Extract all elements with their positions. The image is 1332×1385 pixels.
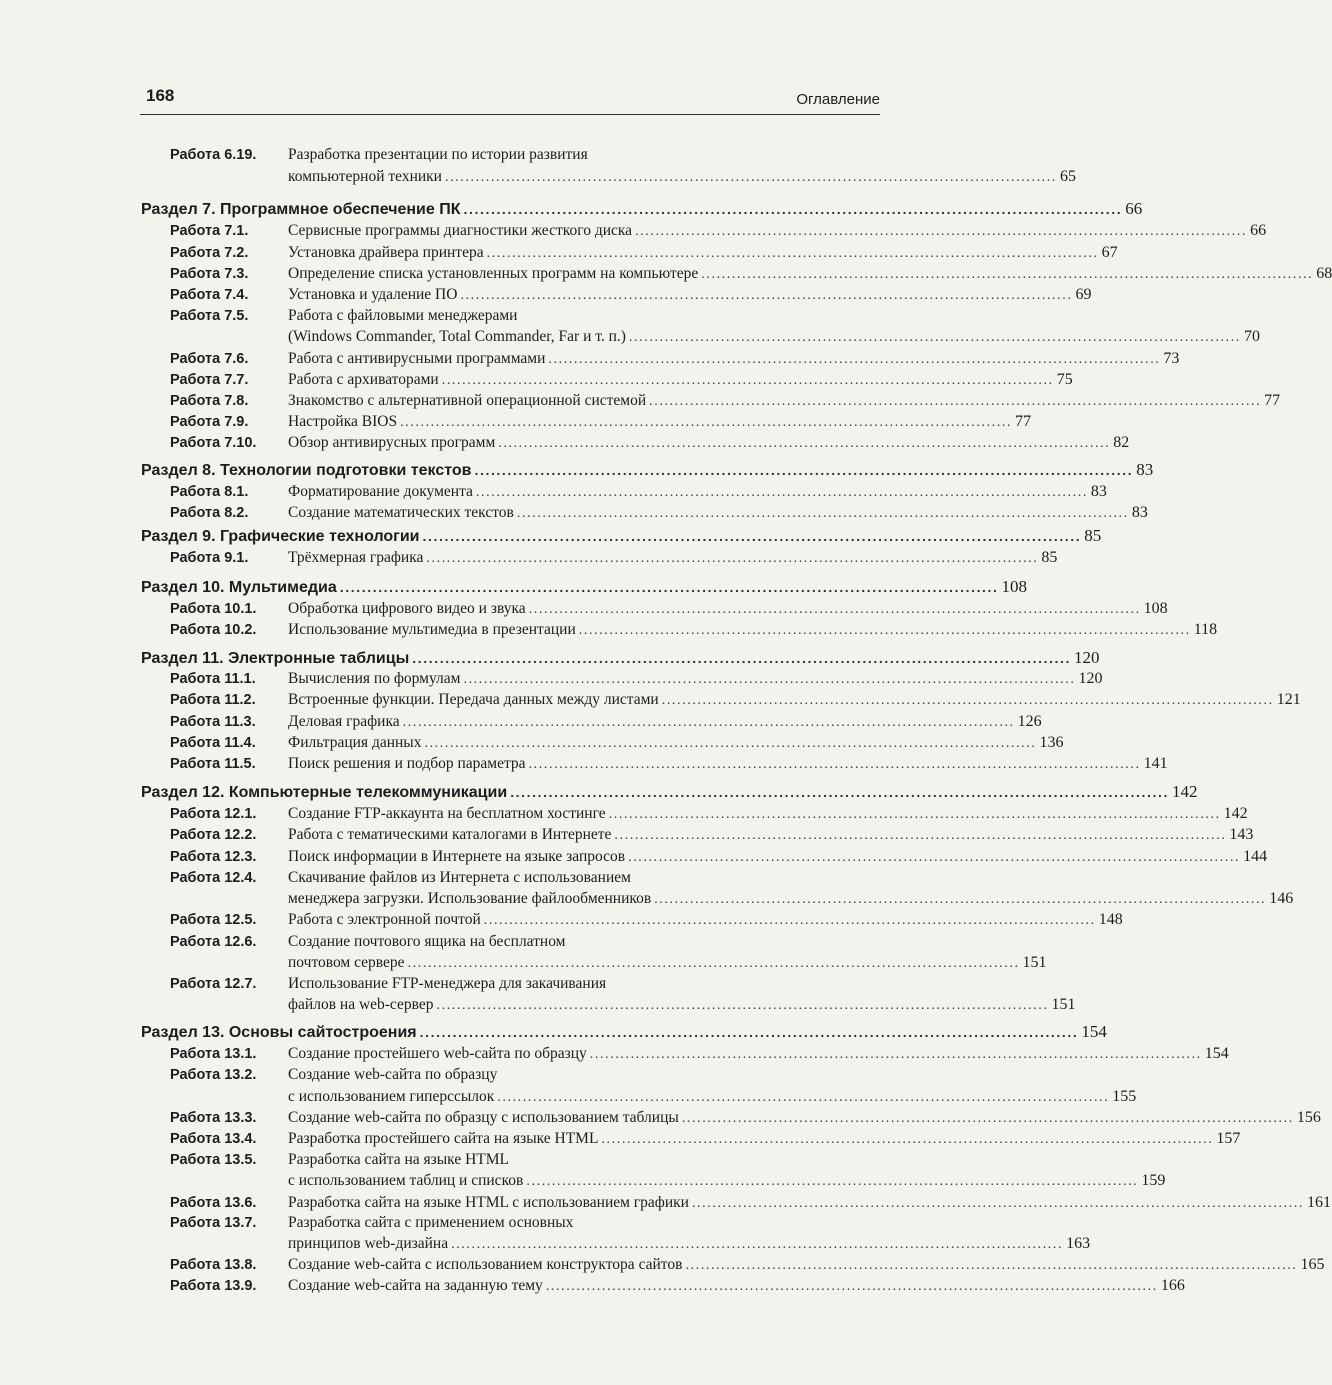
toc-entry-label: Работа 10.1. <box>170 601 257 617</box>
toc-section-entry <box>141 459 1154 481</box>
toc-work-entry <box>170 1149 876 1171</box>
toc-page-number: 108 <box>1143 600 1168 617</box>
dot-leader: ........................................................................................................................ <box>510 784 1169 800</box>
toc-entry-label: Работа 12.4. <box>170 870 257 886</box>
dot-leader: ........................................................................................................................ <box>444 170 1057 185</box>
toc-entry-title: Работа с тематическими каталогами в Интернете <box>288 826 612 843</box>
toc-entry-title: менеджера загрузки. Использование файлообменников <box>288 890 652 907</box>
toc-entry-label: Работа 12.2. <box>170 827 257 843</box>
toc-work-entry <box>170 390 1281 412</box>
toc-entry-title: Поиск решения и подбор параметра <box>288 755 526 772</box>
toc-entry-label: Работа 7.1. <box>170 223 249 239</box>
toc-entry-continuation <box>288 994 1076 1016</box>
toc-work-entry <box>170 144 876 166</box>
toc-work-entry <box>170 619 1218 641</box>
toc-entry-title: Работа с архиваторами <box>288 371 439 388</box>
toc-entry-label: Работа 6.19. <box>170 147 257 163</box>
toc-entry-title: принципов web-дизайна <box>288 1235 449 1252</box>
toc-entry-label: Работа 13.8. <box>170 1257 257 1273</box>
toc-page-number: 159 <box>1141 1172 1166 1189</box>
toc-entry-label: Работа 7.2. <box>170 245 249 261</box>
toc-entry-title: Создание web-сайта с использованием конструктора сайтов <box>288 1256 683 1273</box>
toc-work-entry <box>170 1043 1229 1065</box>
dot-leader: ........................................................................................................................ <box>419 1024 1079 1040</box>
toc-entry-title: почтовом сервере <box>288 954 405 971</box>
dot-leader: ........................................................................................................................ <box>412 650 1072 666</box>
toc-entry-label: Работа 12.7. <box>170 976 257 992</box>
toc-entry-label: Работа 13.3. <box>170 1110 257 1126</box>
toc-page-number: 75 <box>1056 371 1073 388</box>
toc-work-entry <box>170 824 1254 846</box>
dot-leader: ........................................................................................................................ <box>528 602 1141 617</box>
toc-page-number: 136 <box>1039 734 1064 751</box>
dot-leader: ........................................................................................................................ <box>628 850 1241 865</box>
toc-entry-label: Работа 7.4. <box>170 287 249 303</box>
dot-leader: ........................................................................................................................ <box>498 436 1111 451</box>
toc-entry-title: Раздел 7. Программное обеспечение ПК <box>141 201 461 218</box>
page-header <box>140 84 880 115</box>
dot-leader: ........................................................................................................................ <box>649 394 1262 409</box>
dot-leader: ........................................................................................................................ <box>460 288 1073 303</box>
toc-entry-title: Использование мультимедиа в презентации <box>288 621 576 638</box>
toc-page-number: 141 <box>1143 755 1168 772</box>
dot-leader: ........................................................................................................................ <box>701 267 1314 282</box>
toc-entry-title: Трёхмерная графика <box>288 549 424 566</box>
toc-page-number: 142 <box>1171 782 1198 801</box>
toc-work-entry <box>170 1212 876 1234</box>
toc-work-entry <box>170 1128 1241 1150</box>
toc-entry-label: Работа 13.2. <box>170 1067 257 1083</box>
toc-page-number: 151 <box>1051 996 1076 1013</box>
toc-entry-title: Работа с электронной почтой <box>288 911 481 928</box>
toc-entry-label: Работа 12.6. <box>170 934 257 950</box>
toc-page-number: 161 <box>1306 1194 1331 1211</box>
toc-entry-title: Разработка сайта с применением основных <box>288 1214 574 1231</box>
toc-entry-title: Создание почтового ящика на бесплатном <box>288 933 566 950</box>
toc-page-number: 65 <box>1059 168 1076 185</box>
toc-work-entry <box>170 732 1064 754</box>
toc-work-entry <box>170 305 876 327</box>
toc-entry-title: Создание web-сайта на заданную тему <box>288 1277 543 1294</box>
dot-leader: ........................................................................................................................ <box>548 352 1161 367</box>
dot-leader: ........................................................................................................................ <box>614 828 1227 843</box>
dot-leader: ........................................................................................................................ <box>685 1258 1298 1273</box>
toc-entry-title: Обработка цифрового видео и звука <box>288 600 526 617</box>
toc-entry-continuation <box>288 326 1260 348</box>
dot-leader: ........................................................................................................................ <box>486 246 1099 261</box>
toc-entry-title: Раздел 13. Основы сайтостроения <box>141 1024 417 1041</box>
toc-page-number: 82 <box>1113 434 1130 451</box>
toc-entry-label: Работа 7.6. <box>170 351 249 367</box>
toc-entry-title: Знакомство с альтернативной операционной системой <box>288 392 647 409</box>
dot-leader: ........................................................................................................................ <box>497 1090 1110 1105</box>
toc-entry-label: Работа 12.5. <box>170 912 257 928</box>
toc-section-entry <box>141 647 1100 669</box>
toc-entry-continuation <box>288 1086 1137 1108</box>
toc-page-number: 154 <box>1081 1022 1107 1041</box>
toc-entry-label: Работа 10.2. <box>170 622 257 638</box>
toc-section-entry <box>141 525 1102 547</box>
toc-entry-continuation <box>288 1170 1166 1192</box>
toc-work-entry <box>170 220 1267 242</box>
toc-entry-label: Работа 13.4. <box>170 1131 257 1147</box>
toc-work-entry <box>170 909 1123 931</box>
dot-leader: ........................................................................................................................ <box>589 1047 1202 1062</box>
toc-work-entry <box>170 803 1248 825</box>
toc-entry-title: Фильтрация данных <box>288 734 422 751</box>
toc-page-number: 83 <box>1090 483 1107 500</box>
toc-entry-title: Создание простейшего web-сайта по образцу <box>288 1045 587 1062</box>
dot-leader: ........................................................................................................................ <box>339 579 999 595</box>
dot-leader: ........................................................................................................................ <box>483 913 1096 928</box>
toc-work-entry <box>170 1254 1325 1276</box>
dot-leader: ........................................................................................................................ <box>661 693 1274 708</box>
toc-entry-label: Работа 7.10. <box>170 435 257 451</box>
toc-entry-title: Форматирование документа <box>288 483 473 500</box>
toc-section-entry <box>141 781 1198 803</box>
toc-entry-label: Работа 8.1. <box>170 484 249 500</box>
toc-work-entry <box>170 369 1073 391</box>
toc-entry-title: Вычисления по формулам <box>288 670 461 687</box>
toc-entry-continuation <box>288 166 1076 188</box>
toc-entry-label: Работа 9.1. <box>170 550 249 566</box>
toc-page-number: 143 <box>1229 826 1254 843</box>
toc-entry-label: Работа 7.3. <box>170 266 249 282</box>
toc-entry-continuation <box>288 952 1047 974</box>
toc-page-number: 77 <box>1264 392 1281 409</box>
toc-entry-title: Раздел 9. Графические технологии <box>141 528 420 545</box>
toc-entry-title: файлов на web-сервер <box>288 996 434 1013</box>
toc-page-number: 83 <box>1131 504 1148 521</box>
toc-work-entry <box>170 668 1103 690</box>
toc-work-entry <box>170 502 1148 524</box>
dot-leader: ........................................................................................................................ <box>407 956 1020 971</box>
toc-section-entry <box>141 1021 1107 1043</box>
toc-entry-title: Создание FTP-аккаунта на бесплатном хостинге <box>288 805 606 822</box>
toc-work-entry <box>170 846 1268 868</box>
toc-entry-title: Поиск информации в Интернете на языке запросов <box>288 848 626 865</box>
toc-page-number: 77 <box>1015 413 1032 430</box>
toc-work-entry <box>170 711 1042 733</box>
toc-work-entry <box>170 973 876 995</box>
toc-work-entry <box>170 753 1168 775</box>
toc-work-entry <box>170 348 1180 370</box>
toc-entry-label: Работа 13.5. <box>170 1152 257 1168</box>
toc-entry-title: Создание web-сайта по образцу с использованием таблицы <box>288 1109 679 1126</box>
toc-page-number: 121 <box>1276 691 1301 708</box>
toc-entry-title: Разработка сайта на языке HTML <box>288 1151 509 1168</box>
toc-work-entry <box>170 867 876 889</box>
toc-entry-title: (Windows Commander, Total Commander, Far и т. п.) <box>288 328 626 345</box>
toc-page-number: 163 <box>1066 1235 1091 1252</box>
toc-work-entry <box>170 411 1032 433</box>
toc-entry-title: Раздел 11. Электронные таблицы <box>141 650 410 667</box>
toc-entry-label: Работа 12.1. <box>170 806 257 822</box>
dot-leader: ........................................................................................................................ <box>475 485 1088 500</box>
toc-entry-label: Работа 13.7. <box>170 1215 257 1231</box>
toc-page-number: 68 <box>1316 265 1332 282</box>
toc-entry-label: Работа 13.6. <box>170 1195 257 1211</box>
toc-page-number: 118 <box>1193 621 1218 638</box>
toc-page-number: 67 <box>1101 244 1118 261</box>
toc-work-entry <box>170 284 1092 306</box>
toc-entry-title: Разработка простейшего сайта на языке HTML <box>288 1130 599 1147</box>
toc-page-number: 66 <box>1250 222 1267 239</box>
toc-entry-label: Работа 11.4. <box>170 735 256 751</box>
toc-page-number: 85 <box>1084 526 1102 545</box>
dot-leader: ........................................................................................................................ <box>635 224 1248 239</box>
dot-leader: ........................................................................................................................ <box>451 1237 1064 1252</box>
toc-work-entry <box>170 547 1058 569</box>
toc-entry-label: Работа 13.1. <box>170 1046 257 1062</box>
dot-leader: ........................................................................................................................ <box>608 807 1221 822</box>
dot-leader: ........................................................................................................................ <box>474 462 1134 478</box>
dot-leader: ........................................................................................................................ <box>654 892 1267 907</box>
toc-entry-title: Раздел 12. Компьютерные телекоммуникации <box>141 784 508 801</box>
toc-entry-label: Работа 13.9. <box>170 1278 257 1294</box>
dot-leader: ........................................................................................................................ <box>691 1196 1304 1211</box>
toc-entry-continuation <box>288 1233 1091 1255</box>
toc-page-number: 157 <box>1216 1130 1241 1147</box>
dot-leader: ........................................................................................................................ <box>424 736 1037 751</box>
toc-entry-title: Сервисные программы диагностики жесткого диска <box>288 222 633 239</box>
toc-entry-title: Определение списка установленных программ на компьютере <box>288 265 699 282</box>
dot-leader: ........................................................................................................................ <box>578 623 1191 638</box>
toc-entry-title: Работа с файловыми менеджерами <box>288 307 518 324</box>
dot-leader: ........................................................................................................................ <box>681 1111 1294 1126</box>
toc-entry-label: Работа 12.3. <box>170 849 257 865</box>
page-number: 168 <box>146 86 175 105</box>
toc-page-number: 165 <box>1300 1256 1325 1273</box>
dot-leader: ........................................................................................................................ <box>436 998 1049 1013</box>
toc-page-number: 120 <box>1074 648 1100 667</box>
toc-entry-label: Работа 11.3. <box>170 714 256 730</box>
dot-leader: ........................................................................................................................ <box>545 1279 1158 1294</box>
toc-page-number: 66 <box>1125 199 1143 218</box>
toc-page-number: 126 <box>1017 713 1042 730</box>
dot-leader: ........................................................................................................................ <box>463 672 1076 687</box>
toc-page-number: 120 <box>1078 670 1103 687</box>
toc-entry-title: Использование FTP-менеджера для закачивания <box>288 975 607 992</box>
toc-entry-title: Работа с антивирусными программами <box>288 350 546 367</box>
toc-entry-label: Работа 8.2. <box>170 505 249 521</box>
toc-entry-title: Настройка BIOS <box>288 413 398 430</box>
toc-entry-label: Работа 7.5. <box>170 308 249 324</box>
toc-entry-title: с использованием таблиц и списков <box>288 1172 524 1189</box>
toc-page-number: 156 <box>1296 1109 1321 1126</box>
toc-work-entry <box>170 931 876 953</box>
toc-page-number: 83 <box>1136 460 1154 479</box>
toc-work-entry <box>170 1275 1185 1297</box>
toc-page-number: 151 <box>1022 954 1047 971</box>
dot-leader: ........................................................................................................................ <box>463 201 1123 217</box>
toc-page-number: 69 <box>1075 286 1092 303</box>
toc-entry-title: Разработка сайта на языке HTML с использованием графики <box>288 1194 689 1211</box>
dot-leader: ........................................................................................................................ <box>400 415 1013 430</box>
toc-work-entry <box>170 1064 876 1086</box>
toc-entry-title: с использованием гиперссылок <box>288 1088 495 1105</box>
toc-entry-title: компьютерной техники <box>288 168 442 185</box>
toc-entry-label: Работа 11.2. <box>170 692 256 708</box>
running-title: Оглавление <box>796 91 880 108</box>
toc-page-number: 166 <box>1160 1277 1185 1294</box>
dot-leader: ........................................................................................................................ <box>526 1174 1139 1189</box>
toc-work-entry <box>170 598 1168 620</box>
dot-leader: ........................................................................................................................ <box>628 330 1241 345</box>
toc-page-number: 144 <box>1243 848 1268 865</box>
toc-work-entry <box>170 263 1332 285</box>
toc-entry-title: Разработка презентации по истории развития <box>288 146 588 163</box>
toc-entry-label: Работа 7.8. <box>170 393 249 409</box>
toc-entry-title: Деловая графика <box>288 713 400 730</box>
toc-entry-title: Создание web-сайта по образцу <box>288 1066 498 1083</box>
toc-page-number: 70 <box>1243 328 1260 345</box>
toc-work-entry <box>170 1192 1331 1214</box>
dot-leader: ........................................................................................................................ <box>528 757 1141 772</box>
toc-entry-title: Создание математических текстов <box>288 504 514 521</box>
dot-leader: ........................................................................................................................ <box>516 506 1129 521</box>
toc-page-number: 154 <box>1204 1045 1229 1062</box>
toc-work-entry <box>170 481 1107 503</box>
toc-entry-title: Обзор антивирусных программ <box>288 434 496 451</box>
toc-work-entry <box>170 432 1130 454</box>
toc-page-number: 155 <box>1112 1088 1137 1105</box>
toc-entry-title: Скачивание файлов из Интернета с использованием <box>288 869 631 886</box>
toc-page-number: 146 <box>1269 890 1294 907</box>
toc-entry-label: Работа 11.5. <box>170 756 256 772</box>
toc-page-number: 108 <box>1001 577 1028 596</box>
toc-section-entry <box>141 576 1028 598</box>
toc-page-number: 85 <box>1041 549 1058 566</box>
toc-entry-label: Работа 7.7. <box>170 372 249 388</box>
toc-page-number: 142 <box>1223 805 1248 822</box>
toc-work-entry <box>170 689 1301 711</box>
toc-section-entry <box>141 198 1143 220</box>
toc-entry-continuation <box>288 888 1294 910</box>
dot-leader: ........................................................................................................................ <box>426 551 1039 566</box>
toc-work-entry <box>170 1107 1321 1129</box>
toc-entry-title: Установка драйвера принтера <box>288 244 484 261</box>
dot-leader: ........................................................................................................................ <box>441 373 1054 388</box>
toc-entry-label: Работа 7.9. <box>170 414 249 430</box>
dot-leader: ........................................................................................................................ <box>601 1132 1214 1147</box>
dot-leader: ........................................................................................................................ <box>402 715 1015 730</box>
toc-entry-title: Установка и удаление ПО <box>288 286 458 303</box>
toc-entry-title: Встроенные функции. Передача данных между листами <box>288 691 659 708</box>
toc-entry-title: Раздел 10. Мультимедиа <box>141 579 337 596</box>
toc-entry-title: Раздел 8. Технологии подготовки текстов <box>141 462 472 479</box>
toc-page-number: 148 <box>1098 911 1123 928</box>
dot-leader: ........................................................................................................................ <box>422 528 1082 544</box>
toc-entry-label: Работа 11.1. <box>170 671 256 687</box>
toc-work-entry <box>170 242 1118 264</box>
toc-page-number: 73 <box>1163 350 1180 367</box>
